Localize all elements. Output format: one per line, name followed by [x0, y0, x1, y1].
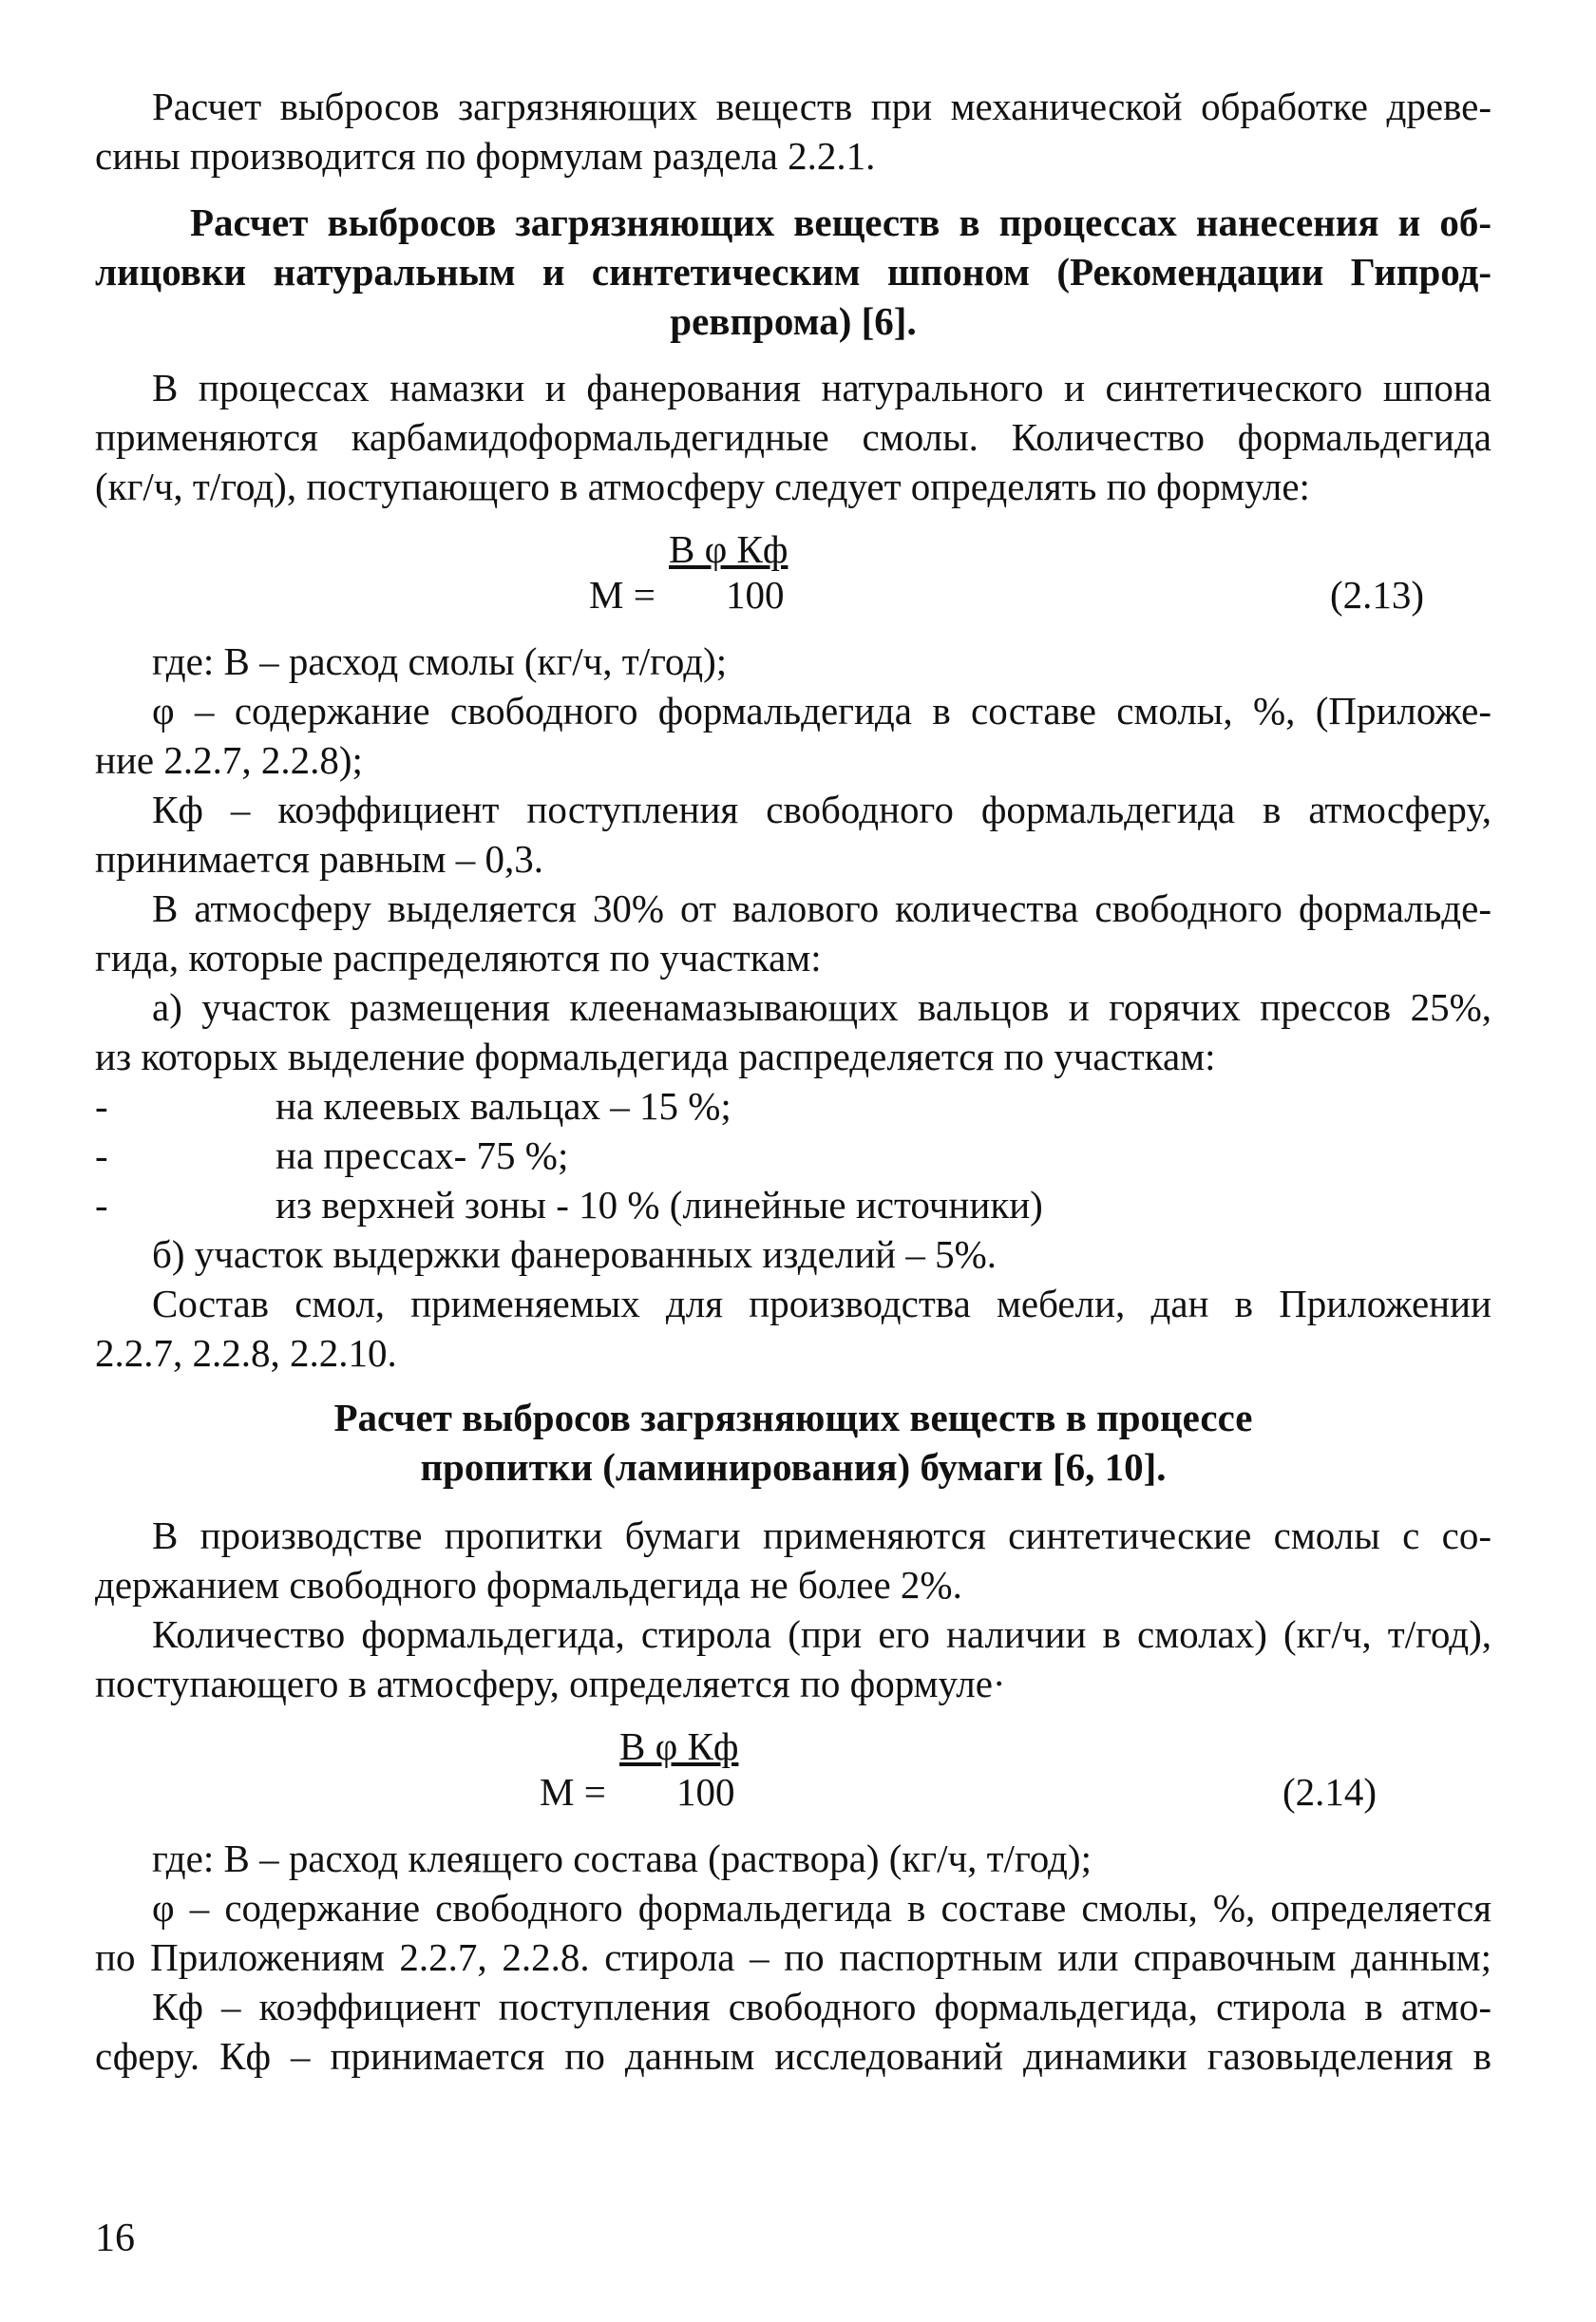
- formula-numerator: В φ Кф: [669, 527, 788, 571]
- intro-line-2: сины производится по формулам раздела 2.2.1.: [95, 134, 876, 178]
- defs2-b: где: В – расход клеящего состава (раствора) (кг/ч, т/год);: [152, 1837, 1092, 1880]
- list-item: [95, 1180, 1235, 1229]
- heading-2-line-1: Расчет выбросов загрязняющих веществ в процессе: [333, 1396, 1253, 1439]
- defs1-kf-line-2: принимается равным – 0,3.: [95, 837, 544, 881]
- para2-line-2: гида, которые распределяются по участкам:: [95, 936, 822, 980]
- list-item: [95, 1081, 1235, 1131]
- defs1-phi-line-2: ние 2.2.7, 2.2.8);: [95, 738, 363, 782]
- equation-number: (2.14): [1282, 1770, 1378, 1814]
- formula-denominator: 100: [676, 1770, 735, 1814]
- equation-number: (2.13): [1330, 573, 1425, 617]
- page-number: 16: [95, 2217, 135, 2260]
- para2-line-3: а) участок размещения клеенамазывающих вальцов и горячих прессов 25%,: [152, 985, 1492, 1029]
- defs1-phi-line-1: φ – содержание свободного формальдегида в составе смолы, %, (Приложе-: [152, 689, 1492, 733]
- list-dash: -: [95, 1084, 108, 1128]
- defs1-b: где: В – расход смолы (кг/ч, т/год);: [152, 639, 728, 683]
- formula-2-13: [0, 524, 1596, 629]
- para4-line-2: держанием свободного формальдегида не более 2%.: [95, 1563, 962, 1607]
- list-item-text: на прессах- 75 %;: [276, 1133, 569, 1177]
- para1-line-1: В процессах намазки и фанерования натурального и синтетического шпона: [152, 366, 1492, 409]
- para4-line-3: Количество формальдегида, стирола (при его наличии в смолах) (кг/ч, т/год),: [152, 1612, 1492, 1656]
- para1-line-2: применяются карбамидоформальдегидные смолы. Количество формальдегида: [95, 415, 1492, 459]
- heading-2-line-2: пропитки (ламинирования) бумаги [6, 10].: [420, 1445, 1167, 1489]
- para2-line-4: из которых выделение формальдегида распределяется по участкам:: [95, 1035, 1216, 1078]
- defs2-kf-line-1: Кф – коэффициент поступления свободного формальдегида, стирола в атмо-: [152, 1985, 1492, 2028]
- defs2-kf-line-2: сферу. Кф – принимается по данным исследований динамики газовыделения в: [95, 2034, 1492, 2078]
- heading-1-line-3: ревпрома) [6].: [670, 299, 917, 343]
- para3-line-1: б) участок выдержки фанерованных изделий – 5%.: [152, 1232, 998, 1276]
- para2-line-1: В атмосферу выделяется 30% от валового количества свободного формальде-: [152, 886, 1492, 930]
- list-item-text: из верхней зоны - 10 % (линейные источники): [276, 1183, 1043, 1227]
- list-dash: -: [95, 1183, 108, 1227]
- para3-line-3: 2.2.7, 2.2.8, 2.2.10.: [95, 1331, 397, 1375]
- defs2-phi-line-2: по Приложениям 2.2.7, 2.2.8. стирола – по паспортным или справочным данным;: [95, 1935, 1492, 1979]
- para4-line-1: В производстве пропитки бумаги применяются синтетические смолы с со-: [152, 1513, 1492, 1557]
- formula-numerator: В φ Кф: [619, 1724, 739, 1768]
- formula-denominator: 100: [726, 573, 785, 617]
- defs2-phi-line-1: φ – содержание свободного формальдегида в составе смолы, %, определяется: [152, 1886, 1492, 1930]
- para4-line-4: поступающего в атмосферу, определяется по формуле·: [95, 1662, 1006, 1705]
- formula-2-14: [0, 1722, 1596, 1826]
- formula-lhs: М =: [540, 1770, 606, 1814]
- list-item: [95, 1131, 1235, 1180]
- list-item-text: на клеевых вальцах – 15 %;: [276, 1084, 732, 1128]
- para3-line-2: Состав смол, применяемых для производства мебели, дан в Приложении: [152, 1282, 1492, 1325]
- intro-line-1: Расчет выбросов загрязняющих веществ при механической обработке древе-: [152, 85, 1492, 128]
- defs1-kf-line-1: Кф – коэффициент поступления свободного формальдегида в атмосферу,: [152, 788, 1492, 831]
- list-dash: -: [95, 1133, 108, 1177]
- heading-1-line-2: лицовки натуральным и синтетическим шпоном (Рекомендации Гипрод-: [95, 250, 1492, 294]
- para1-line-3: (кг/ч, т/год), поступающего в атмосферу следует определять по формуле:: [95, 465, 1310, 508]
- formula-lhs: М =: [589, 573, 656, 617]
- heading-1-line-1: Расчет выбросов загрязняющих веществ в процессах нанесения и об-: [190, 200, 1492, 244]
